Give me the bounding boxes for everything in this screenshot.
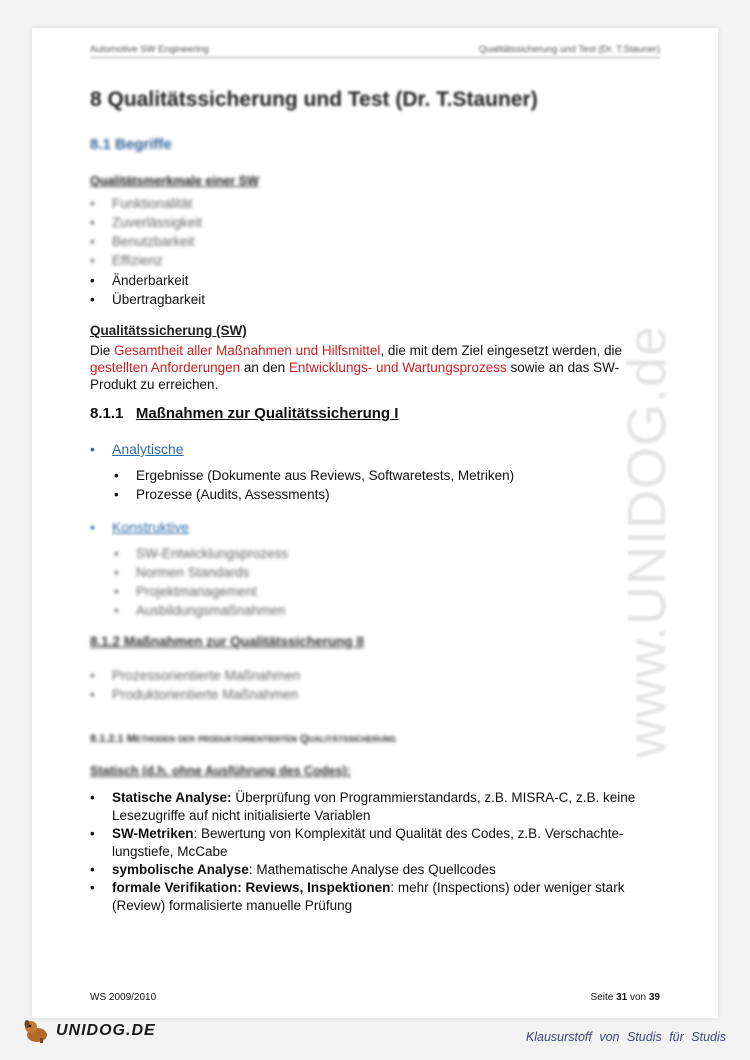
- list-item: • Normen Standards: [114, 563, 288, 582]
- highlight-text: Entwicklungs- und Wartungsprozess: [288, 360, 507, 375]
- list-item: • Ausbildungsmaßnahmen: [114, 601, 288, 620]
- document-page: [32, 28, 718, 1018]
- header-right: Qualitätssicherung und Test (Dr. T.Stauner): [478, 44, 660, 55]
- current-page: 31: [616, 992, 628, 1003]
- list-item: [90, 789, 660, 825]
- list-item: • Projektmanagement: [114, 582, 288, 601]
- list-item: • Effizienz: [90, 251, 202, 270]
- chapter-title: 8 Qualitätssicherung und Test (Dr. T.Stauner): [90, 88, 538, 111]
- tagline: Klausurstoff von Studis für Studis: [525, 1030, 726, 1044]
- method-desc: : Bewertung von Komplexität und Qualität des Codes, z.B. Verschachte-lungstiefe, McCabe: [112, 826, 624, 859]
- text-run: an den: [240, 360, 289, 375]
- list-item: [90, 825, 660, 861]
- subsection-811: [90, 405, 398, 422]
- semester-label: WS 2009/2010: [90, 992, 157, 1003]
- list-item: • Änderbarkeit: [90, 271, 205, 290]
- dog-icon: [22, 1018, 52, 1044]
- text-run: , die mit dem Ziel eingesetzt werden, die: [380, 343, 622, 358]
- merkmale-heading: Qualitätsmerkmale einer SW: [90, 174, 259, 188]
- method-name: SW-Metriken: [112, 826, 194, 841]
- text-run: von: [627, 992, 649, 1003]
- method-name: formale Verifikation: Reviews, Inspektionen: [112, 880, 391, 895]
- s812-list: [90, 666, 300, 704]
- header-left: Automotive SW Engineering: [90, 44, 209, 55]
- konstruktive-label: Konstruktive: [112, 519, 190, 535]
- logo-text: UNIDOG.DE: [56, 1022, 156, 1039]
- text-run: Die: [90, 343, 115, 358]
- list-item: • Produktorientierte Maßnahmen: [90, 685, 300, 704]
- highlight-text: Gesamtheit aller Maßnahmen und Hilfsmittel: [114, 343, 381, 358]
- analytische-heading: [90, 440, 184, 459]
- konstruktive-heading: [90, 518, 189, 537]
- method-name: Statische Analyse:: [112, 790, 232, 805]
- analytische-list: [90, 440, 184, 459]
- method-desc: Überprüfung von Programmierstandards, z.B. MISRA-C, z.B. keine Lesezugriffe auf nicht initialisierte Variablen: [112, 790, 636, 823]
- qs-definition: [90, 342, 650, 393]
- analytische-label: Analytische: [112, 441, 184, 457]
- total-pages: 39: [648, 992, 660, 1003]
- analytische-items: [114, 466, 514, 504]
- subsection-number: 8.1.1: [90, 405, 124, 422]
- merkmale-blurred-list: [90, 194, 202, 270]
- list-item: [90, 861, 660, 879]
- list-item: • Prozessorientierte Maßnahmen: [90, 666, 300, 685]
- list-item: • Prozesse (Audits, Assessments): [114, 485, 514, 504]
- methods-list: [90, 789, 660, 915]
- section-title: 8.1 Begriffe: [90, 136, 172, 153]
- list-item: [90, 879, 660, 915]
- list-item: • Funktionalität: [90, 194, 202, 213]
- page-footer: [90, 992, 660, 1003]
- list-item: • SW-Entwicklungsprozess: [114, 544, 288, 563]
- konstruktive-list: [90, 518, 189, 537]
- list-item: • Benutzbarkeit: [90, 232, 202, 251]
- statisch-heading: Statisch (d.h. ohne Ausführung des Codes):: [90, 764, 351, 778]
- merkmale-list: [90, 271, 205, 309]
- subsection-812: 8.1.2 Maßnahmen zur Qualitätssicherung II: [90, 634, 364, 649]
- unidog-logo: [22, 1018, 156, 1044]
- konstruktive-items: [114, 544, 288, 620]
- subsection-8121: 8.1.2.1 Methoden der produktorientierten Qualitätssicherung: [90, 733, 397, 745]
- subsection-title: Maßnahmen zur Qualitätssicherung I: [135, 405, 399, 422]
- qs-heading: Qualitätssicherung (SW): [90, 323, 247, 338]
- running-header: [90, 44, 660, 58]
- page-number: [590, 992, 660, 1003]
- watermark: www.UNIDOG.de: [617, 324, 677, 758]
- text-run: sowie an das SW-Produkt zu erreichen.: [90, 360, 620, 392]
- list-item: • Zuverlässigkeit: [90, 213, 202, 232]
- list-item: • Ergebnisse (Dokumente aus Reviews, Softwaretests, Metriken): [114, 466, 514, 485]
- method-desc: : mehr (Inspections) oder weniger stark (Review) formalisierte manuelle Prüfung: [112, 880, 625, 913]
- list-item: • Übertragbarkeit: [90, 290, 205, 309]
- highlight-text: gestellten Anforderungen: [90, 360, 241, 375]
- text-run: Seite: [590, 992, 617, 1003]
- method-name: symbolische Analyse: [112, 862, 249, 877]
- method-desc: : Mathematische Analyse des Quellcodes: [248, 862, 496, 877]
